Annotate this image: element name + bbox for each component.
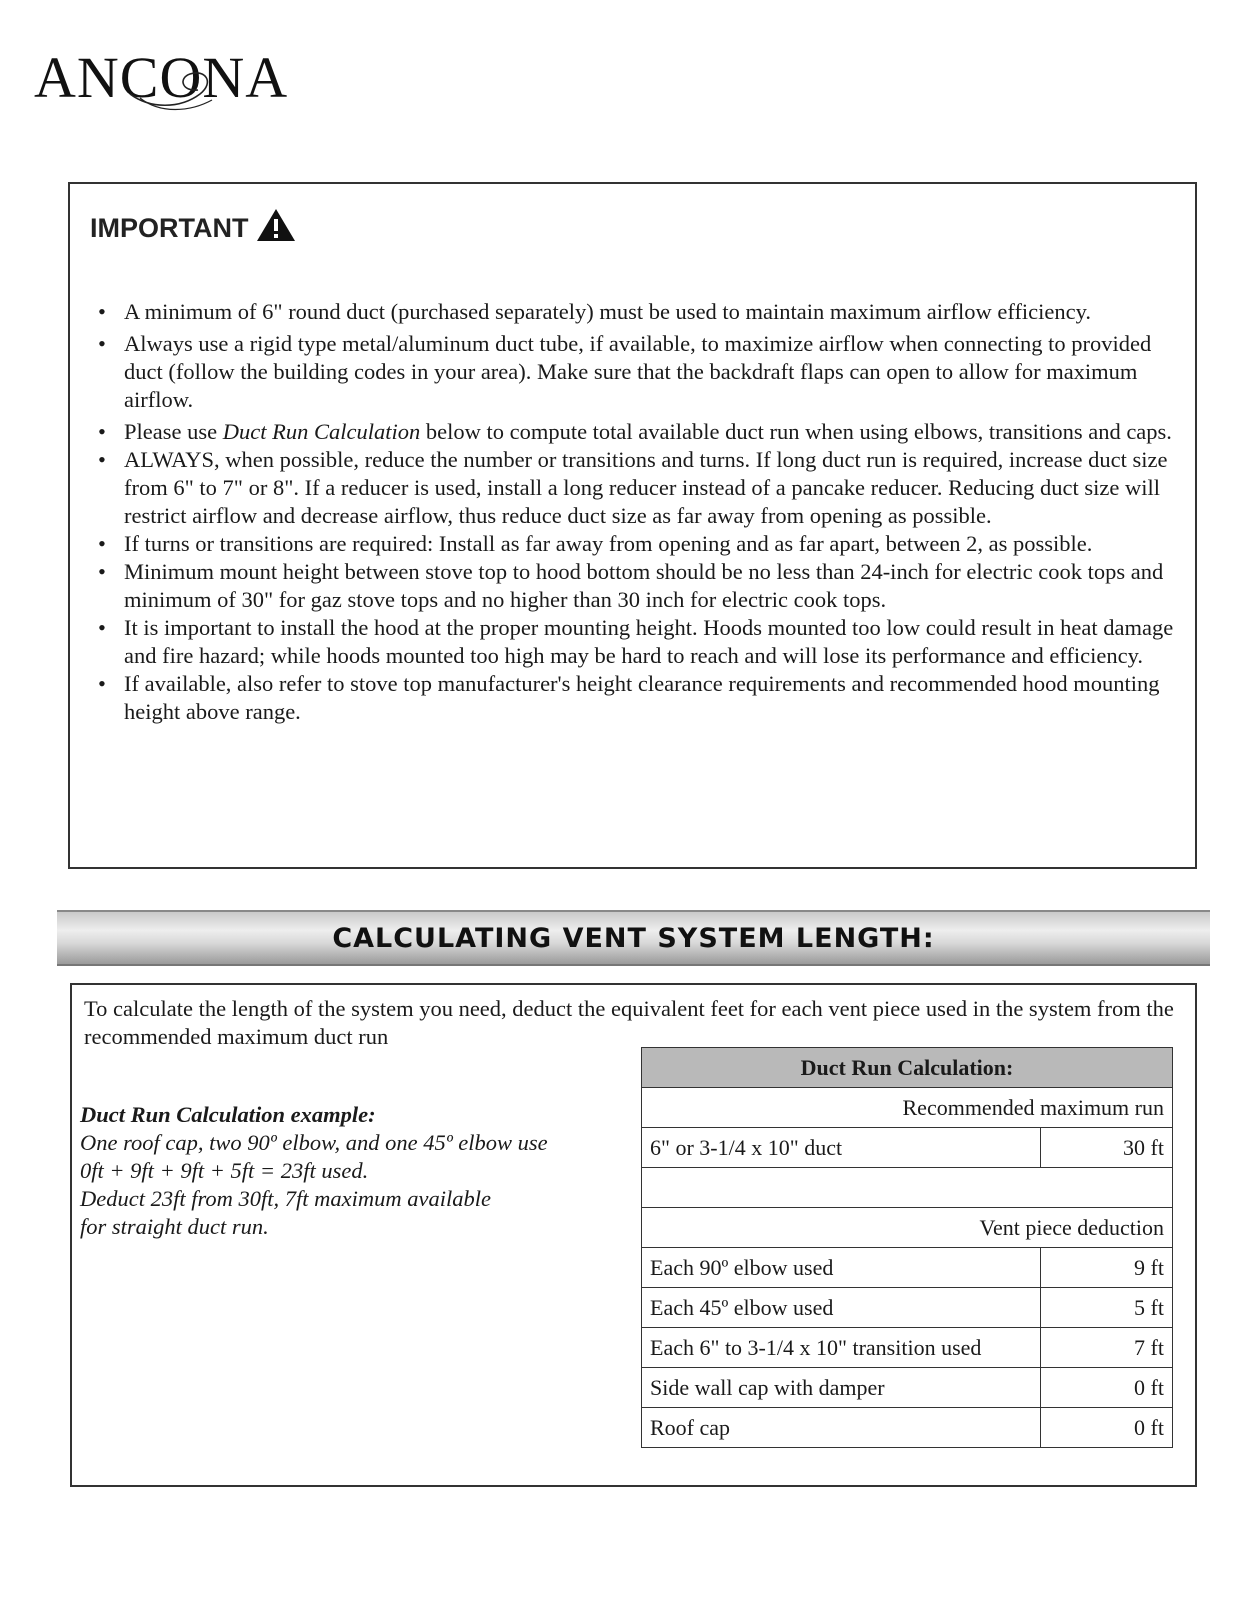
table-title: Duct Run Calculation: (642, 1048, 1173, 1088)
table-row (642, 1208, 1173, 1248)
table-row (642, 1248, 1173, 1288)
warning-icon (256, 208, 296, 249)
table-row (642, 1368, 1173, 1408)
list-item: • If turns or transitions are required: Install as far away from opening and as far apart, between 2, as possible. (98, 531, 1093, 556)
duct-value: 30 ft (1041, 1128, 1173, 1168)
list-item: • If available, also refer to stove top manufacturer's height clearance requirements and recommended hood mounting height above range. (98, 671, 1160, 724)
section-banner (57, 910, 1210, 966)
list-item: • Please use Duct Run Calculation below to compute total available duct run when using elbows, transitions and caps. (98, 419, 1172, 444)
row-label: Each 45º elbow used (642, 1288, 1041, 1328)
table-row (642, 1168, 1173, 1208)
example-line: One roof cap, two 90º elbow, and one 45º elbow use (80, 1130, 548, 1155)
important-list (94, 298, 1184, 726)
brand-logo (34, 42, 304, 114)
list-item: • Minimum mount height between stove top to hood bottom should be no less than 24-inch for electric cook tops and minimum of 30" for gaz stove tops and no higher than 30 inch for electric cook tops. (98, 559, 1164, 612)
deduction-label: Vent piece deduction (642, 1208, 1173, 1248)
empty-cell (642, 1168, 1173, 1208)
example-line: for straight duct run. (80, 1214, 269, 1239)
important-notice (68, 182, 1197, 869)
list-item: • A minimum of 6" round duct (purchased separately) must be used to maintain maximum airflow efficiency. (98, 299, 1092, 324)
table-row (642, 1088, 1173, 1128)
row-value: 9 ft (1041, 1248, 1173, 1288)
logo-swirl-icon (120, 54, 240, 114)
example-line: Deduct 23ft from 30ft, 7ft maximum available (80, 1186, 491, 1211)
row-value: 0 ft (1041, 1368, 1173, 1408)
row-label: Roof cap (642, 1408, 1041, 1448)
row-label: Each 90º elbow used (642, 1248, 1041, 1288)
list-item: • Always use a rigid type metal/aluminum duct tube, if available, to maximize airflow when connecting to provided duct (follow the building codes in your area). Make sure that the backdraft flaps can open to allow for maximum airflow. (98, 331, 1152, 412)
row-label: Each 6" to 3-1/4 x 10" transition used (642, 1328, 1041, 1368)
list-item: • ALWAYS, when possible, reduce the number or transitions and turns. If long duct run is required, increase duct size from 6" to 7" or 8". If a reducer is used, install a long reducer instead of a pancake reducer. Reducing duct size will restrict airflow and decrease airflow, thus reduce duct size as far away from opening as possible. (98, 447, 1168, 528)
list-item: • It is important to install the hood at the proper mounting height. Hoods mounted too low could result in heat damage and fire hazard; while hoods mounted too high may be hard to reach and will lose its performance and efficiency. (98, 615, 1174, 668)
example-line: 0ft + 9ft + 9ft + 5ft = 23ft used. (80, 1158, 369, 1183)
row-value: 0 ft (1041, 1408, 1173, 1448)
row-label: Side wall cap with damper (642, 1368, 1041, 1408)
table-row (642, 1408, 1173, 1448)
table-row (642, 1328, 1173, 1368)
duct-run-table (641, 1047, 1173, 1448)
table-header-row (642, 1048, 1173, 1088)
row-value: 5 ft (1041, 1288, 1173, 1328)
section-title: CALCULATING VENT SYSTEM LENGTH: (332, 922, 935, 954)
calculation-section (70, 983, 1197, 1487)
important-heading (90, 208, 296, 249)
intro-text: To calculate the length of the system you need, deduct the equivalent feet for each vent piece used in the system from the recommended maximum duct run (84, 996, 1174, 1049)
table-row (642, 1128, 1173, 1168)
duct-label: 6" or 3-1/4 x 10" duct (642, 1128, 1041, 1168)
table-row (642, 1288, 1173, 1328)
row-value: 7 ft (1041, 1328, 1173, 1368)
example-heading: Duct Run Calculation example: (80, 1102, 376, 1127)
calculation-example (80, 1101, 620, 1241)
important-title-text: IMPORTANT (90, 213, 249, 243)
brand-name: ANCONA (34, 45, 289, 110)
max-run-label: Recommended maximum run (642, 1088, 1173, 1128)
